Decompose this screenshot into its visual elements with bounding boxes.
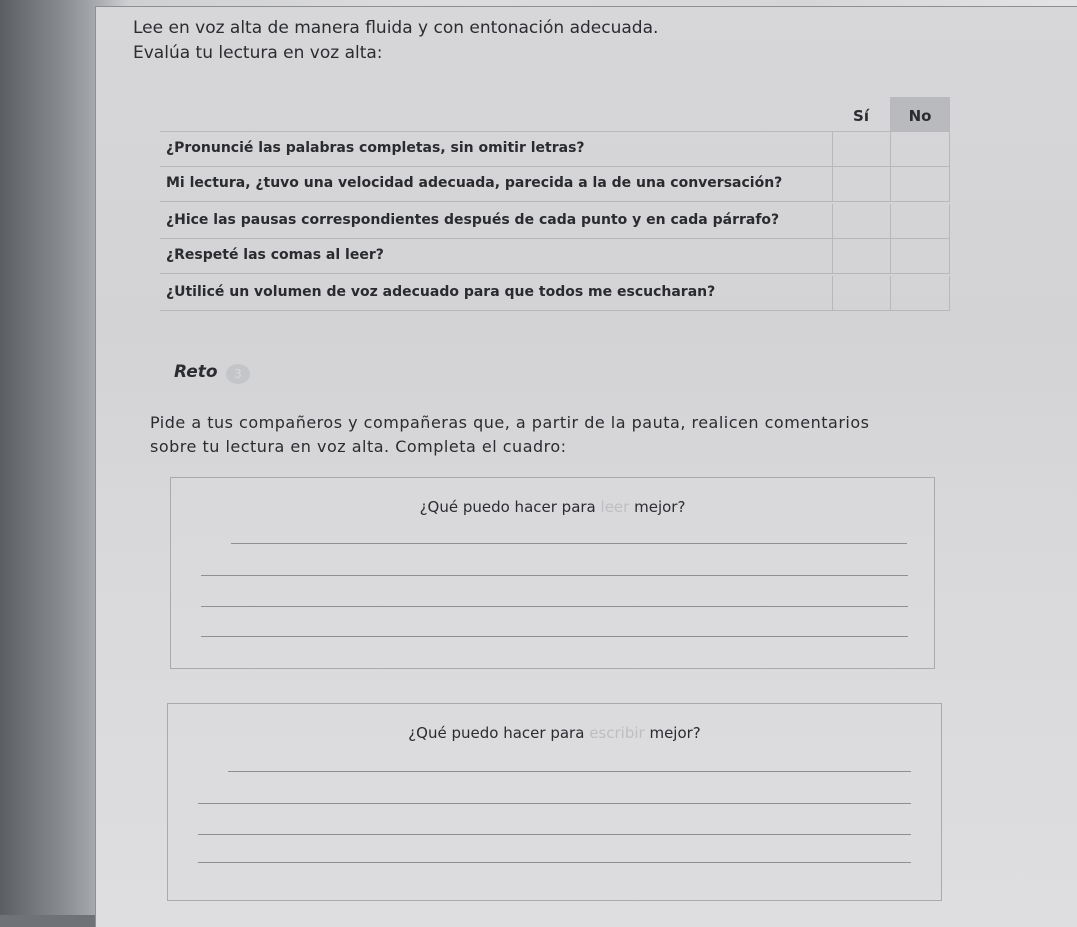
yes-checkbox-cell[interactable]	[832, 204, 891, 238]
question-suffix: mejor?	[634, 498, 686, 516]
question-keyword: escribir	[589, 724, 645, 742]
yes-checkbox-cell[interactable]	[832, 276, 891, 310]
no-checkbox-cell[interactable]	[890, 276, 950, 310]
answer-line[interactable]	[198, 803, 911, 804]
box-question	[171, 498, 934, 516]
answer-line[interactable]	[201, 575, 908, 576]
answer-line[interactable]	[201, 636, 908, 637]
question-keyword: leer	[600, 498, 630, 516]
yes-checkbox-cell[interactable]	[832, 132, 891, 166]
box-question	[168, 724, 941, 742]
column-header-yes: Sí	[853, 107, 869, 125]
challenge-title: Reto	[174, 362, 218, 382]
no-checkbox-cell[interactable]	[890, 204, 950, 238]
yes-checkbox-cell[interactable]	[832, 239, 891, 273]
question-text: ¿Respeté las comas al leer?	[166, 247, 384, 263]
no-checkbox-cell[interactable]	[890, 239, 950, 273]
question-prefix: ¿Qué puedo hacer para	[419, 498, 596, 516]
challenge-instructions-line2: sobre tu lectura en voz alta. Completa el cuadro:	[150, 437, 567, 456]
no-checkbox-cell[interactable]	[890, 132, 950, 166]
yes-checkbox-cell[interactable]	[832, 167, 891, 201]
table-row	[160, 276, 950, 311]
instruction-evaluate: Evalúa tu lectura en voz alta:	[133, 43, 383, 63]
column-header-no: No	[890, 97, 950, 131]
table-row	[160, 131, 950, 167]
challenge-instructions-line1: Pide a tus compañeros y compañeras que, a partir de la pauta, realicen comentarios	[150, 413, 870, 432]
self-evaluation-table	[160, 97, 950, 313]
answer-line[interactable]	[198, 834, 911, 835]
answer-line[interactable]	[228, 771, 911, 772]
table-row	[160, 239, 950, 274]
writing-improvement-box	[167, 703, 942, 901]
challenge-number-badge: 3	[226, 364, 250, 384]
table-header-row	[160, 97, 950, 131]
question-text: ¿Hice las pausas correspondientes después de cada punto y en cada párrafo?	[166, 212, 780, 228]
question-text: ¿Utilicé un volumen de voz adecuado para que todos me escucharan?	[166, 284, 716, 300]
table-row	[160, 204, 950, 239]
instruction-read-aloud: Lee en voz alta de manera fluida y con entonación adecuada.	[133, 18, 659, 38]
question-text: Mi lectura, ¿tuvo una velocidad adecuada, parecida a la de una conversación?	[166, 175, 783, 191]
question-prefix: ¿Qué puedo hacer para	[408, 724, 585, 742]
question-text: ¿Pronuncié las palabras completas, sin omitir letras?	[166, 140, 585, 156]
no-checkbox-cell[interactable]	[890, 167, 950, 201]
answer-line[interactable]	[231, 543, 907, 544]
question-suffix: mejor?	[649, 724, 701, 742]
table-row	[160, 167, 950, 202]
answer-line[interactable]	[198, 862, 911, 863]
answer-line[interactable]	[201, 606, 908, 607]
reading-improvement-box	[170, 477, 935, 669]
